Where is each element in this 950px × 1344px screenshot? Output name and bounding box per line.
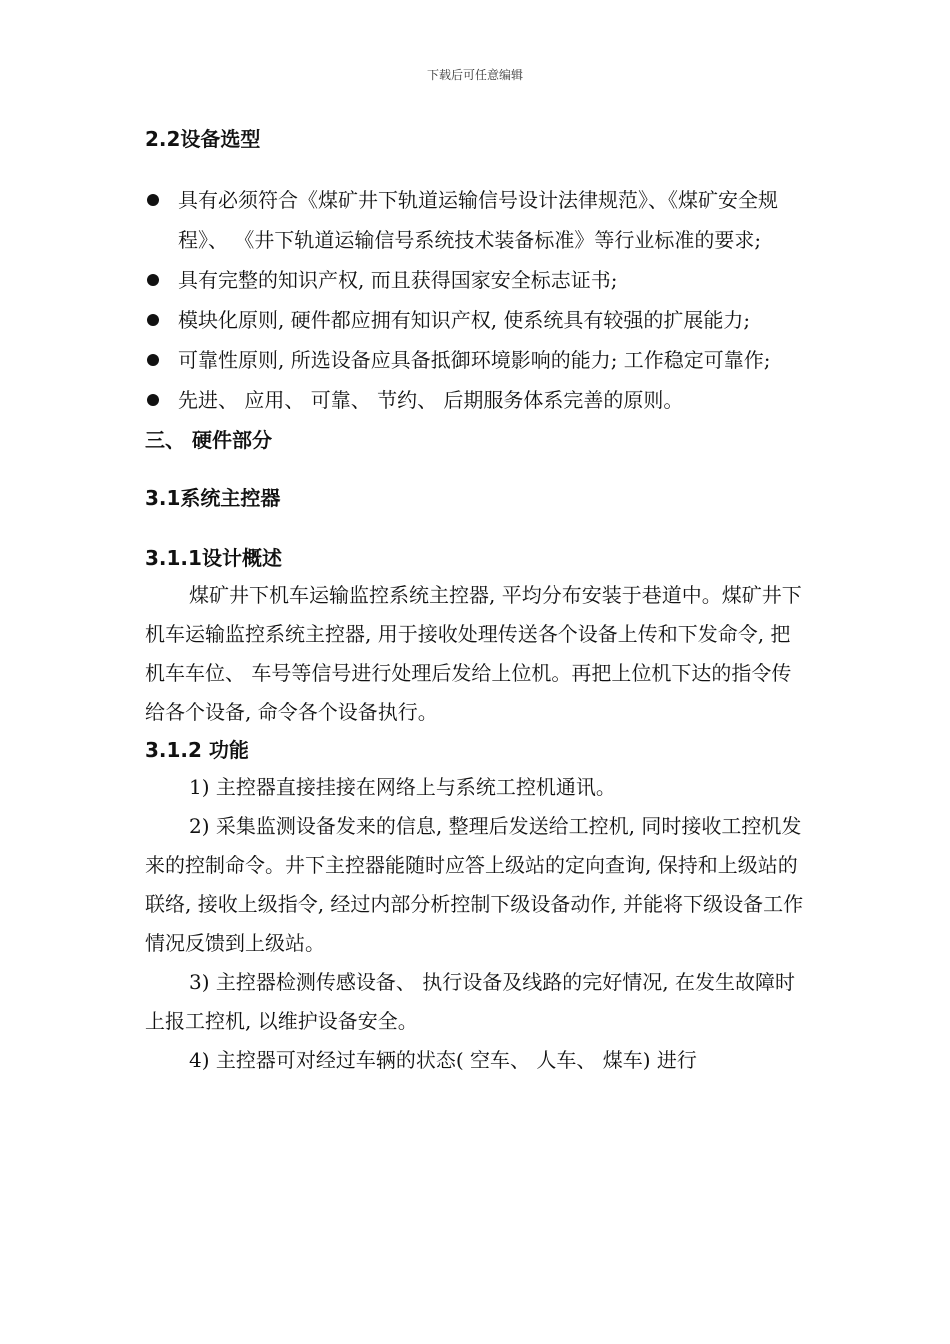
heading-3-1-1: 3.1.1设计概述 [145, 546, 282, 570]
heading-3: 三、 硬件部分 [145, 428, 272, 452]
requirements-list [145, 180, 810, 420]
heading-2-2: 2.2设备选型 [145, 127, 261, 151]
function-item: 2) 采集监测设备发来的信息, 整理后发送给工控机, 同时接收工控机发来的控制命令。井下主控器能随时应答上级站的定向查询, 保持和上级站的联络, 接收上级指令, 经过内部分析控制下级设备动作, 并能将下级设备工作情况反馈到上级站。 [145, 814, 804, 955]
header-note: 下载后可任意编辑 [426, 68, 523, 82]
list-item: 具有完整的知识产权, 而且获得国家安全标志证书; [145, 260, 810, 300]
heading-3-1: 3.1系统主控器 [145, 486, 281, 510]
list-item: 可靠性原则, 所选设备应具备抵御环境影响的能力; 工作稳定可靠作; [145, 340, 810, 380]
function-item: 4) 主控器可对经过车辆的状态( 空车、 人车、 煤车) 进行 [189, 1048, 697, 1072]
document-body [145, 120, 810, 1080]
list-item: 具有必须符合《煤矿井下轨道运输信号设计法律规范》、《煤矿安全规程》、 《井下轨道运输信号系统技术装备标准》等行业标准的要求; [145, 180, 810, 260]
function-item: 1) 主控器直接挂接在网络上与系统工控机通讯。 [189, 775, 616, 799]
overview-paragraph: 煤矿井下机车运输监控系统主控器, 平均分布安装于巷道中。煤矿井下机车运输监控系统主控器, 用于接收处理传送各个设备上传和下发命令, 把机车车位、 车号等信号进行处理后发给上位机。再把上位机下达的指令传给各个设备, 命令各个设备执行。 [145, 583, 802, 724]
list-item: 先进、 应用、 可靠、 节约、 后期服务体系完善的原则。 [145, 380, 810, 420]
list-item: 模块化原则, 硬件都应拥有知识产权, 使系统具有较强的扩展能力; [145, 300, 810, 340]
function-item: 3) 主控器检测传感设备、 执行设备及线路的完好情况, 在发生故障时上报工控机, 以维护设备安全。 [145, 970, 795, 1033]
heading-3-1-2: 3.1.2 功能 [145, 738, 249, 762]
